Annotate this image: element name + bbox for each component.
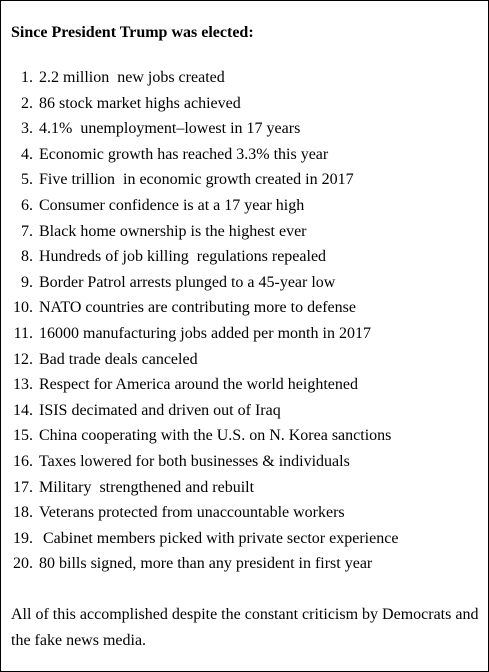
list-item-number: 19. <box>13 529 33 547</box>
list-item-number: 1. <box>21 69 33 86</box>
list-item <box>1 500 398 526</box>
list-item-number: 14. <box>13 401 33 419</box>
list-item-number: 3. <box>21 120 33 138</box>
list-item-text: ISIS decimated and driven out of Iraq <box>39 401 281 419</box>
list-item-text: Economic growth has reached 3.3% this year <box>39 145 329 163</box>
list-item <box>1 244 398 270</box>
list-item-text: 80 bills signed, more than any president in first year <box>39 555 373 573</box>
list-item <box>1 270 398 296</box>
list-item <box>1 372 398 398</box>
list-item-number: 18. <box>13 504 33 522</box>
list-item <box>1 65 398 91</box>
list-item-text: NATO countries are contributing more to defense <box>39 299 356 317</box>
list-item <box>1 219 398 245</box>
list-item-number: 5. <box>21 171 33 189</box>
list-item-number: 11. <box>13 324 33 342</box>
list-item-number: 7. <box>21 222 33 240</box>
list-item-text: Military strengthened and rebuilt <box>39 478 255 496</box>
list-item-text: Hundreds of job killing regulations repealed <box>39 248 327 266</box>
list-item <box>1 347 398 373</box>
list-item <box>1 398 398 424</box>
list-item <box>1 551 398 577</box>
list-item-number: 16. <box>13 452 33 470</box>
list-item-text: 16000 manufacturing jobs added per month in 2017 <box>39 324 371 342</box>
list-item-text: Veterans protected from unaccountable workers <box>39 504 345 522</box>
list-item <box>1 295 398 321</box>
list-item <box>1 449 398 475</box>
list-item-number: 15. <box>13 427 33 445</box>
heading: Since President Trump was elected: <box>11 24 254 41</box>
list-item-text: Border Patrol arrests plunged to a 45-year low <box>39 273 336 291</box>
list-item <box>1 167 398 193</box>
list-item-text: 4.1% unemployment–lowest in 17 years <box>39 120 301 138</box>
list-item <box>1 142 398 168</box>
list-item <box>1 193 398 219</box>
list-item-text: Cabinet members picked with private sector experience <box>39 529 399 547</box>
list-item-text: 2.2 million new jobs created <box>39 69 225 86</box>
accomplishments-list <box>1 65 398 577</box>
list-item-number: 2. <box>21 94 33 112</box>
closing-paragraph: All of this accomplished despite the constant criticism by Democrats and the fake news media. <box>11 606 479 649</box>
list-item-text: Respect for America around the world heightened <box>39 376 358 394</box>
list-item-text: 86 stock market highs achieved <box>39 94 241 112</box>
list-item-text: China cooperating with the U.S. on N. Korea sanctions <box>39 427 392 445</box>
list-item-text: Bad trade deals canceled <box>39 350 198 368</box>
list-item-number: 10. <box>13 299 33 317</box>
list-item <box>1 423 398 449</box>
list-item-text: Taxes lowered for both businesses & individuals <box>39 452 350 470</box>
list-item <box>1 475 398 501</box>
list-item-number: 12. <box>13 350 33 368</box>
list-item <box>1 526 398 552</box>
list-item-number: 20. <box>13 555 33 573</box>
list-item-text: Consumer confidence is at a 17 year high <box>39 196 305 214</box>
list-item-number: 4. <box>21 145 33 163</box>
list-item-text: Black home ownership is the highest ever <box>39 222 307 240</box>
list-item-number: 8. <box>21 248 33 266</box>
list-item <box>1 116 398 142</box>
list-item-number: 13. <box>13 376 33 394</box>
list-item-number: 17. <box>13 478 33 496</box>
list-item <box>1 91 398 117</box>
list-item-number: 9. <box>21 273 33 291</box>
list-item-number: 6. <box>21 196 33 214</box>
list-item-text: Five trillion in economic growth created in 2017 <box>39 171 354 189</box>
list-item <box>1 321 398 347</box>
